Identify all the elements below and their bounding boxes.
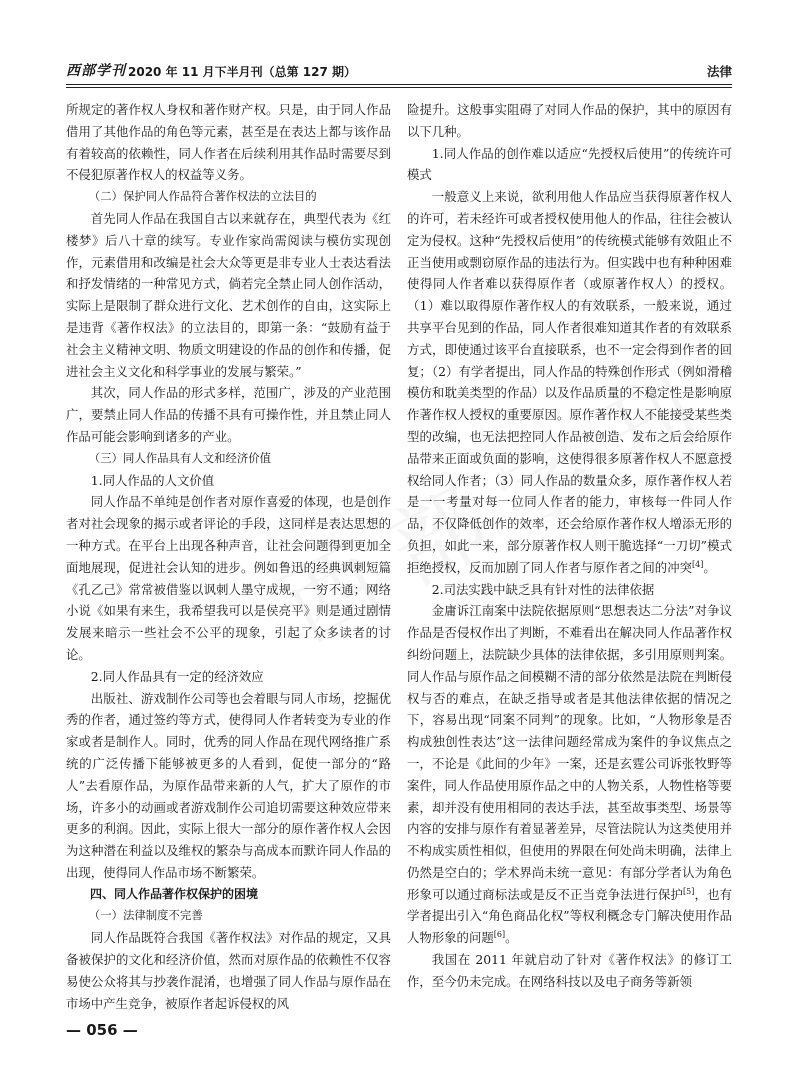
section-heading	[66, 666, 391, 688]
paragraph-text: 一般意义上来说，欲利用他人作品应当获得原著作权人的许可，若未经许可或者授权使用他人的作品，往往会被认定为侵权。这种“先授权后使用”的传统模式能够有效阻止不正当使用或剽窃原作品的违法行为。但实践中也有种种困难使得同人作者难以获得原作者（或原著作权人）的授权。（1）难以取得原作著作权人的有效联系，一般来说，通过共享平台见到的作品，同人作者很难知道其作者的有效联系方式，即使通过该平台直接联系，也不一定会得到作者的回复；（2）有学者提出，同人作品的特殊创作形式（例如滑稽模仿和耽美类型的作品）以及作品质量的不稳定性是影响原作著作权人授权的重要原因。原作著作权人不能接受某些类型的改编，也无法把控同人作品被创造、发布之后会给原作品带来正面或负面的影响，这使得很多原著作权人不愿意授权给同人作者；（3）同人作品的数量众多，原作著作权人若是一一考量对每一位同人作者的能力，审核每一件同人作品，不仅降低创作的效率，还会给原作著作权人增添无形的负担，如此一来，部分原著作权人则干脆选择“一刀切”模式拒绝授权，反而加剧了同人作者与原作者之间的冲突	[407, 189, 732, 575]
paragraph	[66, 382, 391, 447]
running-header	[66, 58, 732, 80]
paragraph-text: 其次，同人作品的形式多样，范围广，涉及的产业范围广，要禁止同人作品的传播不具有可操作性，并且禁止同人作品可能会影响到诸多的产业。	[66, 385, 391, 444]
section-label: 法律	[706, 64, 732, 79]
header-rule	[66, 84, 732, 88]
paragraph	[407, 99, 732, 143]
paragraph	[66, 927, 391, 1014]
paragraph	[66, 208, 391, 382]
paragraph	[66, 491, 391, 665]
journal-logo: 西部学刊	[66, 63, 126, 79]
section-heading	[407, 579, 732, 601]
paragraph-text: ，也有学者提出引入“角色商品化权”等权利概念专门解决使用作品人物形象的问题	[407, 886, 732, 946]
section-heading	[66, 186, 391, 208]
paragraph-text: 所规定的著作权人身权和著作财产权。只是，由于同人作品借用了其他作品的角色等元素，甚至是在表达上都与该作品有着较高的依赖性，同人作者在后续利用其作品时需要尽到不侵犯原著作权人的权益等义务。	[66, 102, 391, 183]
citation-ref: [5]	[683, 886, 695, 896]
paragraph-text: 险提升。这般事实阻碍了对同人作品的保护，其中的原因有以下几种。	[407, 102, 732, 139]
paragraph-text: 同人作品既符合我国《著作权法》对作品的规定，又具备被保护的文化和经济价值，然而对原作品的依赖性不仅容易使公众将其与抄袭作混淆，也增强了同人作品与原作品在市场中产生竞争，被原作者起诉侵权的风	[66, 930, 391, 1011]
right-column	[407, 99, 732, 1019]
section-heading	[66, 905, 391, 927]
section-heading	[66, 470, 391, 492]
citation-ref: [6]	[493, 930, 506, 940]
paragraph-text: 2.司法实践中缺乏具有针对性的法律依据	[431, 581, 655, 597]
paragraph-text: 我国在 2011 年就启动了针对《著作权法》的修订工作，至今仍未完成。在网络科技以及电子商务等新领	[407, 952, 732, 989]
paragraph-text: 四、同人作品著作权保护的困境	[90, 886, 259, 901]
citation-ref: [4]	[691, 559, 704, 569]
paragraph	[407, 600, 732, 949]
paragraph	[66, 99, 391, 186]
page-number: — 056 —	[66, 1021, 138, 1039]
paragraph-text: 金庸诉江南案中法院依据原则“思想表达二分法”对争议作品是否侵权作出了判断，不难看出在解决同人作品著作权纠纷问题上，法院缺少具体的法律依据，多引用原则判案。同人作品与原作品之间模糊不清的部分依然是法院在判断侵权与否的难点，在缺乏指导或者是其他法律依据的情况之下，容易出现“同案不同判”的现象。比如，“人物形象是否构成独创性表达”这一法律问题经常成为案件的争议焦点之一，不论是《此间的少年》一案，还是玄霆公司诉张牧野等案件，同人作品使用原作品之中的人物关系，人物性格等要素，却并没有使用相同的表达手法，甚至故事类型、场景等内容的安排与原作有着显著差异，尽管法院认为这类使用并不构成实质性相似，但使用的界限在何处尚未明确，法律上仍然是空白的；学术界尚未统一意见：有部分学者认为角色形象可以通过商标法或是反不正当竞争法进行保护	[407, 603, 732, 902]
paragraph-text: （三）同人作品具有人文和经济价值	[88, 450, 272, 465]
paragraph-text: 1.同人作品的人文价值	[90, 472, 215, 488]
paragraph-text: 。	[505, 930, 518, 946]
paragraph	[407, 949, 732, 993]
section-heading	[407, 143, 732, 187]
paragraph-text: （二）保护同人作品符合著作权法的立法目的	[88, 189, 317, 204]
paragraph-text: 出版社、游戏制作公司等也会着眼与同人市场，挖掘优秀的作者，通过签约等方式，使得同人作者转变为专业的作家或者是制作人。同时，优秀的同人作品在现代网络推广系统的广泛传播下能够被更多的人看到，促使一部分的“路人”去看原作品，为原作品带来新的人气，扩大了原作的市场，许多小的动画或者游戏制作公司追切需要这种效应带来更多的利润。因此，实际上很大一部分的原作著作权人会因为这种潜在利益以及维权的繁杂与高成本而默许同人作品的出现，使得同人作品市场不断繁荣。	[66, 690, 391, 880]
paragraph-text: （一）法律制度不完善	[88, 908, 203, 923]
paragraph-text: 同人作品不单纯是创作者对原作喜爱的体现，也是创作者对社会现象的揭示或者评论的手段，这同样是表达思想的一种方式。在平台上出现各种声音，让社会问题得到更加全面地展现，促进社会认知的进步。例如鲁迅的经典讽刺短篇《孔乙己》常常被借鉴以讽刺人墨守成规，一穷不通；网络小说《如果有来生，我希望我可以是侯亮平》则是通过剧情发展来暗示一些社会不公平的现象，引起了众多读者的讨论。	[66, 494, 391, 662]
paragraph-text: 。	[703, 559, 716, 575]
left-column	[66, 99, 391, 1019]
paragraph-text: 首先同人作品在我国自古以来就存在，典型代表为《红楼梦》后八十章的续写。专业作家尚需阅读与模仿实现创作，元素借用和改编是社会大众等更是非专业人士表达看法和抒发情绪的一种常见方式，倘若完全禁止同人创作活动，实际上是限制了群众进行文化、艺术创作的自由，这实际上是违背《著作权法》的立法目的，即第一条：“鼓励有益于社会主义精神文明、物质文明建设的作品的创作和传播，促进社会主义文化和科学事业的发展与繁荣。”	[66, 210, 391, 379]
section-heading	[66, 884, 391, 906]
paragraph-text: 1.同人作品的创作难以适应“先授权后使用”的传统许可模式	[407, 145, 732, 183]
issue-info: 2020 年 11 月下半月刊（总第 127 期）	[128, 65, 357, 79]
paragraph	[66, 688, 391, 884]
paragraph	[407, 186, 732, 578]
paragraph-text: 2.同人作品具有一定的经济效应	[90, 668, 264, 684]
section-heading	[66, 448, 391, 470]
